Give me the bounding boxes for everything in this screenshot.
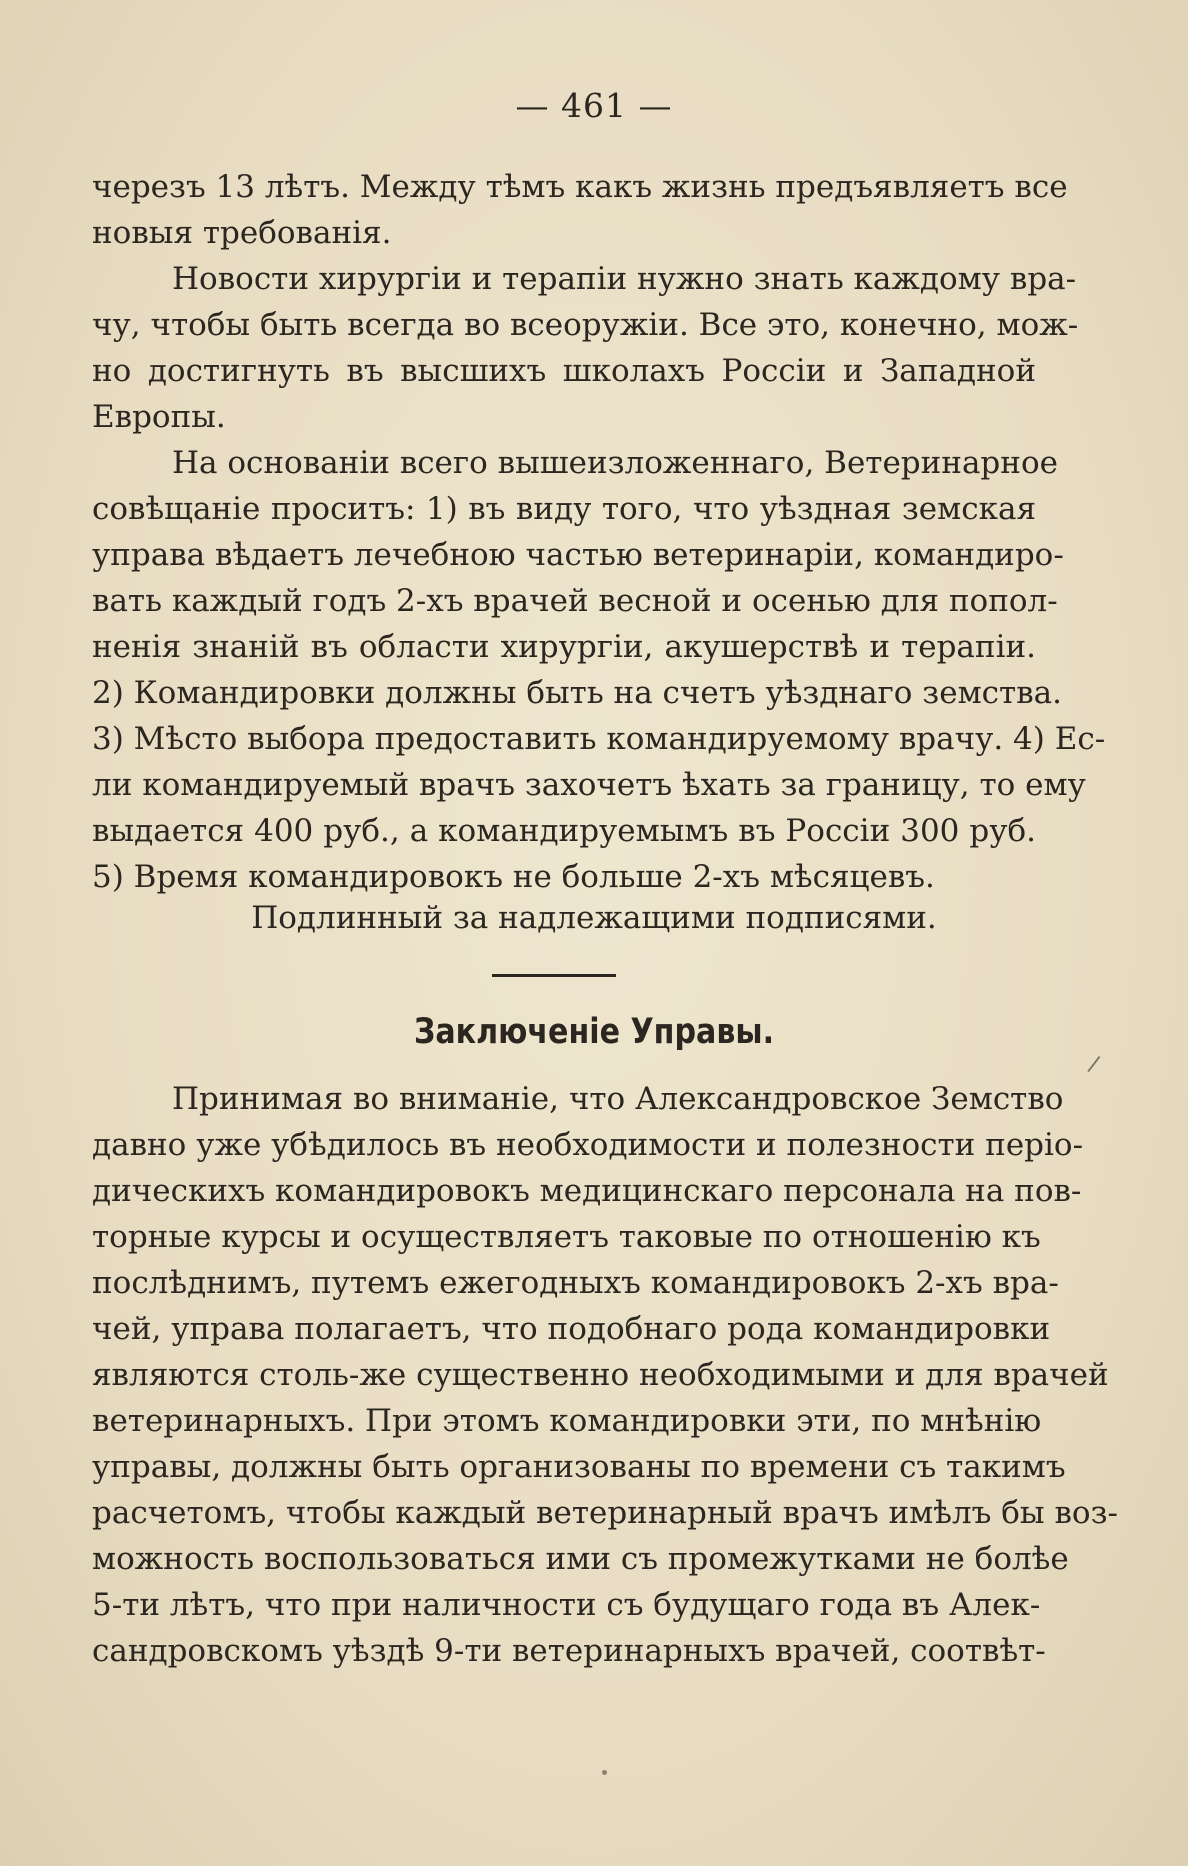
margin-pencil-mark: / <box>1085 1051 1102 1078</box>
text-line: давно уже убѣдилось въ необходимости и полезности періо- <box>92 1127 1084 1163</box>
text-line: Новости хирургіи и терапіи нужно знать каждому вра- <box>172 261 1077 297</box>
text-line: Европы. <box>92 399 226 435</box>
text-line: управы, должны быть организованы по времени съ такимъ <box>92 1449 1066 1485</box>
text-line: выдается 400 руб., а командируемымъ въ Россіи 300 руб. <box>92 813 1036 849</box>
text-line: ли командируемый врачъ захочетъ ѣхать за границу, то ему <box>92 767 1086 803</box>
text-line: 2) Командировки должны быть на счетъ уѣзднаго земства. <box>92 675 1062 711</box>
text-line: дическихъ командировокъ медицинскаго персонала на пов- <box>92 1173 1082 1209</box>
paragraph-1 <box>92 164 1068 256</box>
paragraph-4 <box>92 1076 1118 1674</box>
section-heading: Заключеніе Управы. <box>413 1012 775 1052</box>
text-line: торные курсы и осуществляетъ таковые по отношенію къ <box>92 1219 1041 1255</box>
text-line: чу, чтобы быть всегда во всеоружіи. Все это, конечно, мож- <box>92 307 1079 343</box>
paragraph-2 <box>92 256 1079 440</box>
signature-note: Подлинный за надлежащими подписями. <box>251 900 937 936</box>
text-line: но достигнуть въ высшихъ школахъ Россіи и Западной <box>92 353 1036 389</box>
text-line: 5) Время командировокъ не больше 2-хъ мѣсяцевъ. <box>92 859 935 895</box>
text-line: можность воспользоваться ими съ промежутками не болѣе <box>92 1541 1069 1577</box>
text-line: управа вѣдаетъ лечебною частью ветеринаріи, командиро- <box>92 537 1064 573</box>
section-divider <box>492 974 616 977</box>
text-line: послѣднимъ, путемъ ежегодныхъ командировокъ 2-хъ вра- <box>92 1265 1059 1301</box>
text-line: чей, управа полагаетъ, что подобнаго рода командировки <box>92 1311 1051 1347</box>
text-line: черезъ 13 лѣтъ. Между тѣмъ какъ жизнь предъявляетъ все <box>92 169 1068 205</box>
text-line: Принимая во вниманіе, что Александровское Земство <box>172 1081 1064 1117</box>
text-line: новыя требованія. <box>92 215 392 251</box>
text-line: совѣщаніе проситъ: 1) въ виду того, что уѣздная земская <box>92 491 1036 527</box>
text-line: вать каждый годъ 2-хъ врачей весной и осенью для попол- <box>92 583 1058 619</box>
text-line: являются столь-же существенно необходимыми и для врачей <box>92 1357 1109 1393</box>
text-line: 3) Мѣсто выбора предоставить командируемому врачу. 4) Ес- <box>92 721 1106 757</box>
paragraph-3 <box>92 440 1106 900</box>
text-line: ненія знаній въ области хирургіи, акушерствѣ и терапіи. <box>92 629 1036 665</box>
page-number: — 461 — <box>515 86 673 125</box>
text-line: ветеринарныхъ. При этомъ командировки эти, по мнѣнію <box>92 1403 1042 1439</box>
text-line: 5-ти лѣтъ, что при наличности съ будущаго года въ Алек- <box>92 1587 1041 1623</box>
paper-speck <box>602 1770 607 1775</box>
text-line: На основаніи всего вышеизложеннаго, Ветеринарное <box>172 445 1058 481</box>
text-line: сандровскомъ уѣздѣ 9-ти ветеринарныхъ врачей, соотвѣт- <box>92 1633 1046 1669</box>
text-line: расчетомъ, чтобы каждый ветеринарный врачъ имѣлъ бы воз- <box>92 1495 1118 1531</box>
